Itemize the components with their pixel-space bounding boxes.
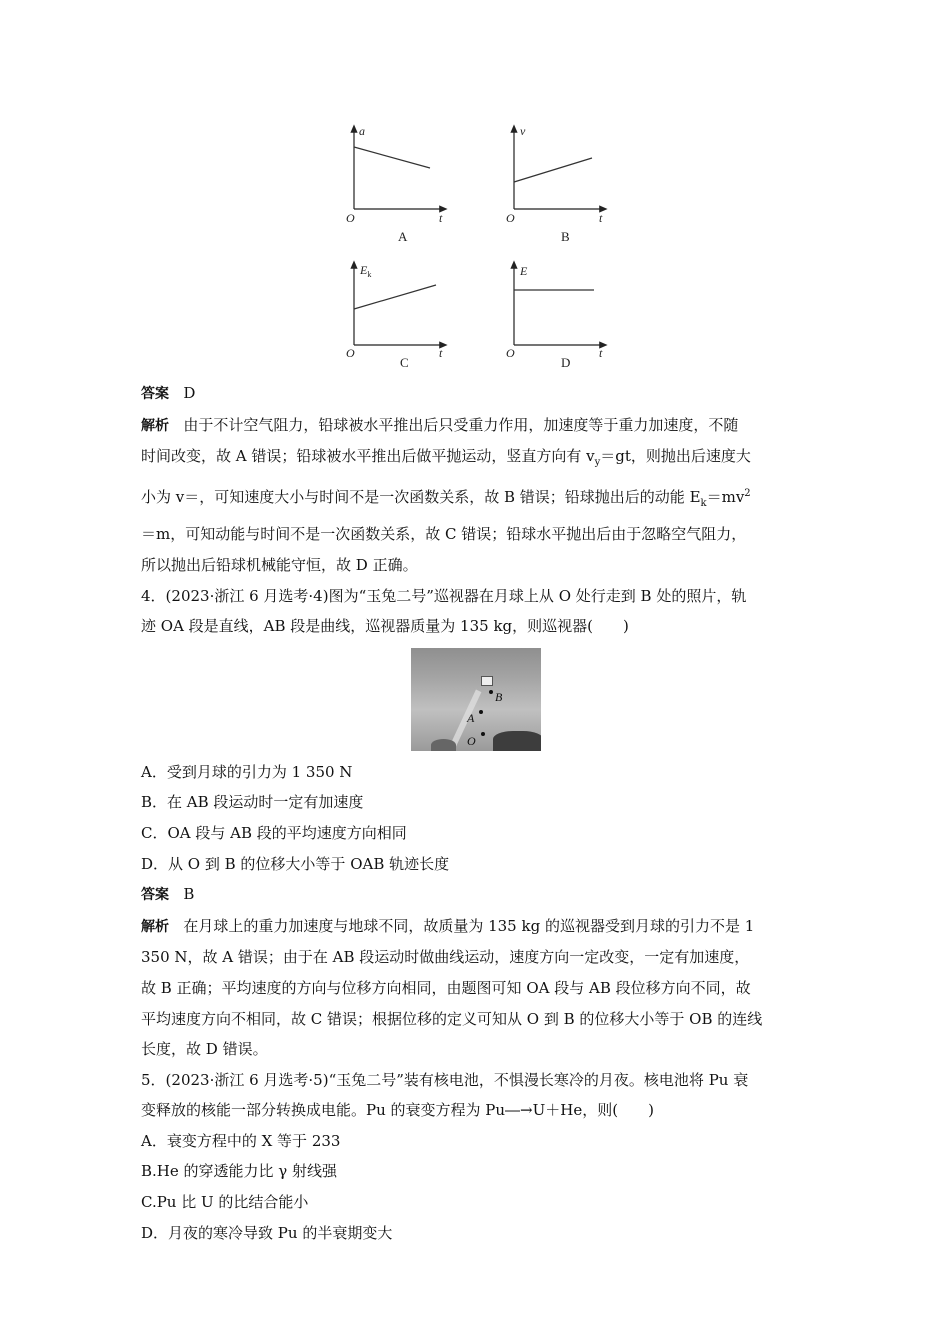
q5-stem: 变释放的核能一部分转换成电能。Pu 的衰变方程为 Pu―→U＋He，则( ) <box>141 1101 654 1120</box>
graph-b-caption: B <box>561 229 570 244</box>
analysis-text: 小为 v＝，可知速度大小与时间不是一次函数关系，故 B 错误；铅球抛出后的动能 E <box>141 487 701 506</box>
rover-icon <box>481 676 493 686</box>
q4-option: A．受到月球的引力为 1 350 N <box>141 762 353 781</box>
graph-c-xlabel: t <box>439 346 443 360</box>
rover-photo <box>411 648 541 751</box>
graph-d-xlabel: t <box>599 346 603 360</box>
answer-value: D <box>183 384 196 402</box>
q4-option: C．OA 段与 AB 段的平均速度方向相同 <box>141 823 407 842</box>
analysis-text: ＝gt，则抛出后速度大 <box>600 447 751 466</box>
graph-c-ylabel: $E_k$ <box>360 263 372 279</box>
q5-stem: 5．(2023·浙江 6 月选考·5)“玉兔二号”装有核电池，不惧漫长寒冷的月夜。核电池将 Pu 衰 <box>141 1070 749 1089</box>
graph-a-ylabel: a <box>359 124 365 138</box>
graph-b-xlabel: t <box>599 211 603 225</box>
photo-shadow <box>493 731 541 751</box>
graph-a <box>346 124 444 244</box>
q5-option: A．衰变方程中的 X 等于 233 <box>141 1131 341 1150</box>
q4-analysis-line: 350 N，故 A 错误；由于在 AB 段运动时做曲线运动，速度方向一定改变，一定有加速度， <box>141 948 750 967</box>
rover-track <box>451 689 482 746</box>
graph-a-line <box>354 147 430 168</box>
answer-label: 答案 <box>141 887 169 904</box>
analysis-label: 解析 <box>141 417 169 434</box>
graph-d <box>506 264 604 370</box>
q4-analysis-line: 长度，故 D 错误。 <box>141 1040 268 1059</box>
q3-analysis-line: 所以抛出后铅球机械能守恒，故 D 正确。 <box>141 555 418 574</box>
option-graphs <box>0 0 950 380</box>
graph-d-caption: D <box>561 355 571 370</box>
point-o-label: O <box>467 733 476 748</box>
q3-analysis-line <box>141 410 813 442</box>
graph-c-caption: C <box>400 355 409 370</box>
graph-a-xlabel: t <box>439 211 443 225</box>
q4-analysis-line: 故 B 正确；平均速度的方向与位移方向相同，由题图可知 OA 段与 AB 段位移方向不同，故 <box>141 978 751 997</box>
q5-option: B.He 的穿透能力比 γ 射线强 <box>141 1162 338 1181</box>
q5-option: C.Pu 比 U 的比结合能小 <box>141 1193 309 1212</box>
graph-c-origin: O <box>346 346 355 360</box>
q4-option: B．在 AB 段运动时一定有加速度 <box>141 793 364 812</box>
graphs-svg <box>0 0 950 380</box>
analysis-text: 时间改变，故 A 错误；铅球被水平推出后做平抛运动，竖直方向有 v <box>141 447 595 466</box>
q3-analysis-line: 小为 v＝，可知速度大小与时间不是一次函数关系，故 B 错误；铅球抛出后的动能 $E_k=mv^2$ <box>141 487 751 509</box>
graph-a-caption: A <box>398 229 408 244</box>
q3-analysis-line: ＝m，可知动能与时间不是一次函数关系，故 C 错误；铅球水平抛出后由于忽略空气阻力， <box>141 525 747 544</box>
analysis-text: 在月球上的重力加速度与地球不同，故质量为 135 kg 的巡视器受到月球的引力不是 1 <box>183 916 755 935</box>
analysis-text: 由于不计空气阻力，铅球被水平推出后只受重力作用，加速度等于重力加速度，不随 <box>183 415 739 434</box>
q4-analysis-line <box>141 911 813 943</box>
graph-c-line <box>354 285 436 309</box>
point-a-dot <box>479 710 483 714</box>
q3-answer <box>141 378 813 410</box>
q4-stem: 迹 OA 段是直线，AB 段是曲线，巡视器质量为 135 kg，则巡视器( ) <box>141 617 629 636</box>
analysis-text: ＝mv <box>706 487 745 506</box>
graph-d-ylabel: E <box>520 264 528 278</box>
document-body <box>141 378 813 1248</box>
q5-option: D．月夜的寒冷导致 Pu 的半衰期变大 <box>141 1223 393 1242</box>
point-o-dot <box>481 732 485 736</box>
graph-a-origin: O <box>346 211 355 225</box>
q3-analysis-line: 时间改变，故 A 错误；铅球被水平推出后做平抛运动，竖直方向有 $v_y=gt$，则抛出后速度大 <box>141 447 751 469</box>
graph-b <box>506 124 604 244</box>
graph-b-line <box>514 158 592 182</box>
answer-value: B <box>183 885 195 904</box>
q4-analysis-line: 平均速度方向不相同，故 C 错误；根据位移的定义可知从 O 到 B 的位移大小等于 OB 的连线 <box>141 1009 763 1028</box>
graph-b-origin: O <box>506 211 515 225</box>
q4-option: D．从 O 到 B 的位移大小等于 OAB 轨迹长度 <box>141 854 450 873</box>
answer-label: 答案 <box>141 386 169 402</box>
point-a-label: A <box>467 710 475 725</box>
graph-c <box>346 263 444 370</box>
analysis-label: 解析 <box>141 918 169 935</box>
photo-shadow <box>431 739 456 751</box>
graph-d-origin: O <box>506 346 515 360</box>
point-b-dot <box>489 690 493 694</box>
graph-b-ylabel: v <box>520 124 526 138</box>
point-b-label: B <box>495 689 503 704</box>
q4-stem: 4．(2023·浙江 6 月选考·4)图为“玉兔二号”巡视器在月球上从 O 处行走到 B 处的照片，轨 <box>141 586 747 605</box>
q4-answer <box>141 879 813 911</box>
